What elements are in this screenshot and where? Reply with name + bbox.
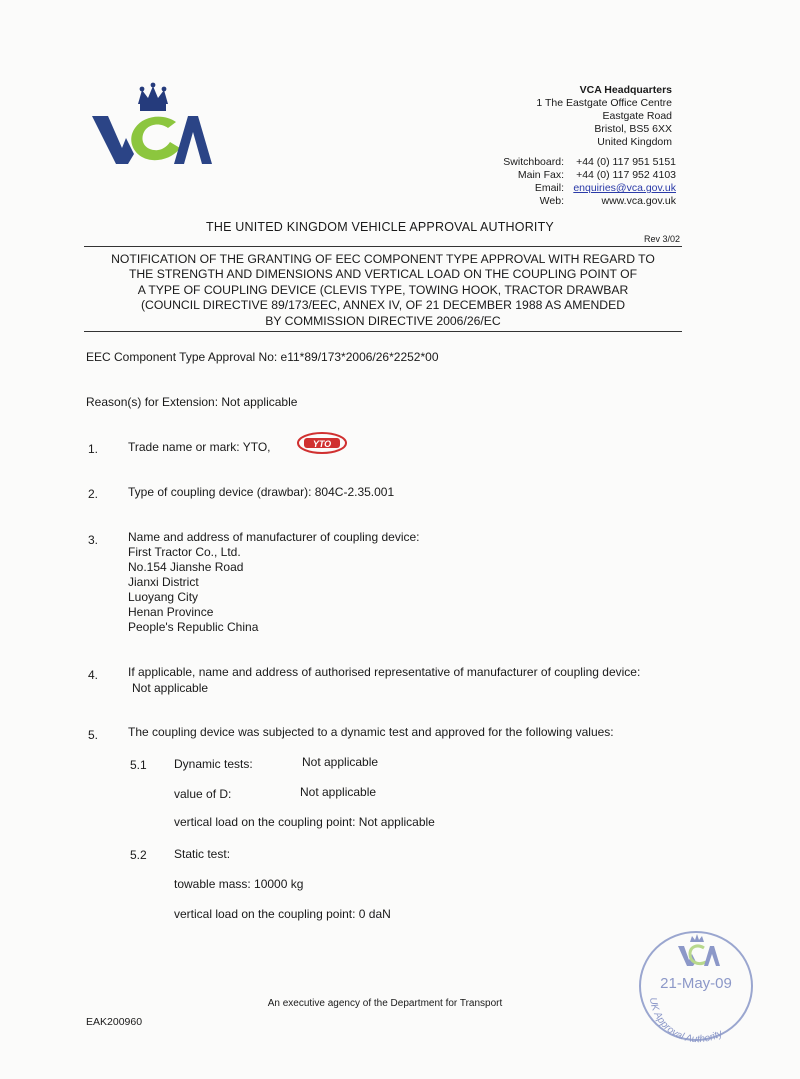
- representative-value: Not applicable: [132, 681, 209, 695]
- svg-text:UK Approval Authority: [647, 997, 725, 1044]
- trade-name: Trade name or mark: YTO,: [128, 440, 271, 454]
- contact-row-switchboard: [500, 156, 676, 169]
- contact-row-fax: [500, 169, 676, 182]
- address-line: Eastgate Road: [602, 110, 672, 122]
- static-test-label: Static test:: [174, 847, 231, 861]
- address-line: Luoyang City: [128, 590, 199, 604]
- notice-line: THE STRENGTH AND DIMENSIONS AND VERTICAL LOAD ON THE COUPLING POINT OF: [128, 267, 638, 282]
- notice-line: A TYPE OF COUPLING DEVICE (CLEVIS TYPE, TOWING HOOK, TRACTOR DRAWBAR: [137, 282, 629, 297]
- contact-row-web: [500, 195, 676, 208]
- divider: [84, 331, 682, 332]
- value-d-value: Not applicable: [300, 785, 377, 799]
- yto-logo: [296, 430, 348, 456]
- vertical-load-dynamic: vertical load on the coupling point: Not applicable: [174, 815, 435, 829]
- value-d-label: value of D:: [174, 787, 232, 801]
- extension-reason: Reason(s) for Extension: Not applicable: [86, 395, 298, 409]
- vca-logo: [88, 82, 216, 172]
- manufacturer-heading: Name and address of manufacturer of coupling device:: [128, 530, 420, 544]
- hq-title: VCA Headquarters: [579, 84, 672, 96]
- address-line: No.154 Jianshe Road: [128, 560, 244, 574]
- yto-logo-text: YTO: [312, 439, 332, 449]
- subitem-number: 5.1: [130, 758, 147, 772]
- address-line: 1 The Eastgate Office Centre: [536, 97, 672, 109]
- towable-mass: towable mass: 10000 kg: [174, 877, 304, 891]
- address-line: First Tractor Co., Ltd.: [128, 545, 241, 559]
- contact-value: +44 (0) 117 951 5151: [576, 156, 676, 168]
- notice-line: NOTIFICATION OF THE GRANTING OF EEC COMPONENT TYPE APPROVAL WITH REGARD TO: [111, 252, 655, 266]
- contact-block: [500, 156, 676, 208]
- document-reference: EAK200960: [86, 1016, 143, 1028]
- web-link[interactable]: www.vca.gov.uk: [601, 195, 676, 207]
- vertical-load-static: vertical load on the coupling point: 0 daN: [174, 907, 391, 921]
- item-number: 2.: [88, 487, 99, 501]
- coupling-type: Type of coupling device (drawbar): 804C-2.35.001: [128, 485, 395, 499]
- contact-row-email: [500, 182, 676, 195]
- address-line: United Kingdom: [597, 136, 672, 148]
- subitem-number: 5.2: [130, 848, 147, 862]
- contact-label: Web:: [539, 195, 564, 207]
- notice-line: (COUNCIL DIRECTIVE 89/173/EEC, ANNEX IV, OF 21 DECEMBER 1988 AS AMENDED: [140, 298, 626, 313]
- revision-label: Rev 3/02: [644, 234, 681, 244]
- contact-value: +44 (0) 117 952 4103: [576, 169, 676, 181]
- approval-number: EEC Component Type Approval No: e11*89/173*2006/26*2252*00: [86, 350, 439, 364]
- address-line: People's Republic China: [128, 620, 259, 634]
- address-line: Jianxi District: [128, 575, 199, 589]
- notice-line: BY COMMISSION DIRECTIVE 2006/26/EC: [265, 313, 501, 328]
- divider: [84, 246, 682, 247]
- hq-address: [536, 84, 672, 149]
- contact-label: Switchboard:: [503, 156, 564, 168]
- footer-agency: An executive agency of the Department for Transport: [267, 998, 503, 1009]
- crown-icon: [138, 83, 168, 111]
- item-number: 4.: [88, 668, 99, 682]
- approval-stamp: [634, 928, 758, 1044]
- item-number: 5.: [88, 728, 99, 742]
- item-number: 3.: [88, 533, 99, 547]
- email-link[interactable]: enquiries@vca.gov.uk: [573, 182, 676, 194]
- manufacturer-address: [128, 545, 258, 635]
- contact-label: Main Fax:: [517, 169, 564, 181]
- stamp-date: 21-May-09: [660, 975, 732, 992]
- address-line: Bristol, BS5 6XX: [594, 123, 672, 135]
- authority-title: THE UNITED KINGDOM VEHICLE APPROVAL AUTHORITY: [206, 220, 554, 234]
- dynamic-test-heading: The coupling device was subjected to a dynamic test and approved for the following values:: [128, 725, 614, 739]
- dynamic-tests-label: Dynamic tests:: [174, 757, 253, 771]
- notification-heading: [84, 252, 682, 329]
- dynamic-tests-value: Not applicable: [302, 755, 379, 769]
- address-line: Henan Province: [128, 605, 214, 619]
- stamp-vca-logo: [678, 934, 720, 966]
- item-number: 1.: [88, 442, 99, 456]
- stamp-ring-text: UK Approval Authority: [646, 996, 725, 1044]
- representative-heading: If applicable, name and address of authorised representative of manufacturer of coupling device:: [128, 665, 641, 679]
- contact-label: Email:: [534, 182, 564, 194]
